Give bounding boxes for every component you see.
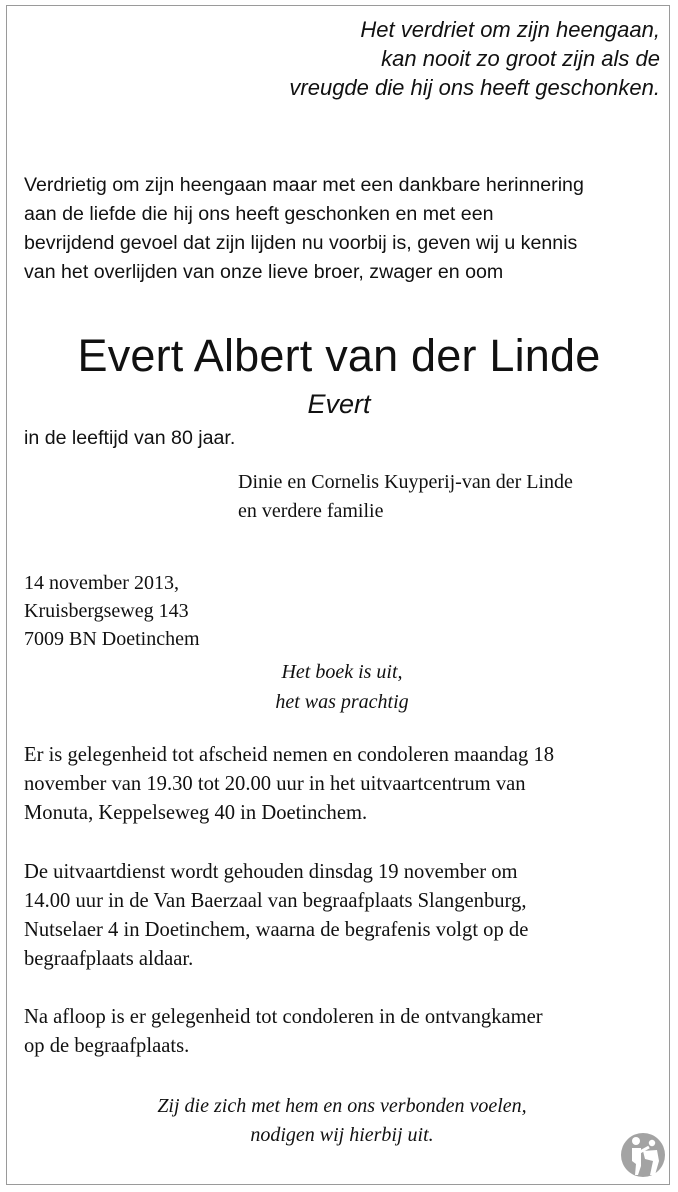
condolence-line: november van 19.30 tot 20.00 uur in het uitvaartcentrum van — [24, 773, 526, 795]
family-line: en verdere familie — [238, 500, 384, 522]
service-line: begraafplaats aldaar. — [24, 948, 194, 970]
aftermath-line: op de begraafplaats. — [24, 1035, 190, 1057]
aftermath-paragraph — [24, 1003, 664, 1061]
book-quote — [0, 657, 678, 717]
figure-on-circle-icon — [619, 1131, 667, 1179]
service-line: De uitvaartdienst wordt gehouden dinsdag 19 november om — [24, 861, 518, 883]
closing-line: Zij die zich met hem en ons verbonden voelen, — [157, 1095, 527, 1117]
poem-line: kan nooit zo groot zijn als de — [381, 46, 660, 71]
address-block — [24, 569, 200, 653]
poem-line: Het verdriet om zijn heengaan, — [360, 17, 660, 42]
intro-line: bevrijdend gevoel dat zijn lijden nu voorbij is, geven wij u kennis — [24, 232, 578, 254]
condolence-paragraph — [24, 741, 664, 828]
address-line: Kruisbergseweg 143 — [24, 600, 189, 622]
condolence-line: Er is gelegenheid tot afscheid nemen en condoleren maandag 18 — [24, 744, 555, 766]
intro-line: van het overlijden van onze lieve broer, zwager en oom — [24, 261, 504, 283]
deceased-nickname: Evert — [307, 389, 371, 419]
opening-poem — [289, 15, 660, 102]
deceased-name: Evert Albert van der Linde — [77, 330, 601, 381]
intro-line: Verdrietig om zijn heengaan maar met een dankbare herinnering — [24, 174, 584, 196]
service-line: 14.00 uur in de Van Baerzaal van begraafplaats Slangenburg, — [24, 890, 527, 912]
quote-line: het was prachtig — [275, 691, 409, 713]
aftermath-line: Na afloop is er gelegenheid tot condoleren in de ontvangkamer — [24, 1006, 543, 1028]
quote-line: Het boek is uit, — [281, 661, 403, 683]
poem-line: vreugde die hij ons heeft geschonken. — [289, 75, 660, 100]
service-line: Nutselaer 4 in Doetinchem, waarna de begrafenis volgt op de — [24, 919, 529, 941]
intro-line: aan de liefde die hij ons heeft geschonken en met een — [24, 203, 494, 225]
family-line: Dinie en Cornelis Kuyperij-van der Linde — [238, 471, 573, 493]
closing-line: nodigen wij hierbij uit. — [250, 1124, 434, 1146]
family-signature — [238, 468, 573, 526]
intro-paragraph — [24, 171, 664, 287]
address-line: 7009 BN Doetinchem — [24, 628, 200, 650]
condolence-line: Monuta, Keppelseweg 40 in Doetinchem. — [24, 802, 368, 824]
closing-quote — [0, 1092, 678, 1150]
address-line: 14 november 2013, — [24, 572, 179, 594]
deceased-age: in de leeftijd van 80 jaar. — [24, 427, 236, 449]
service-paragraph — [24, 858, 664, 974]
